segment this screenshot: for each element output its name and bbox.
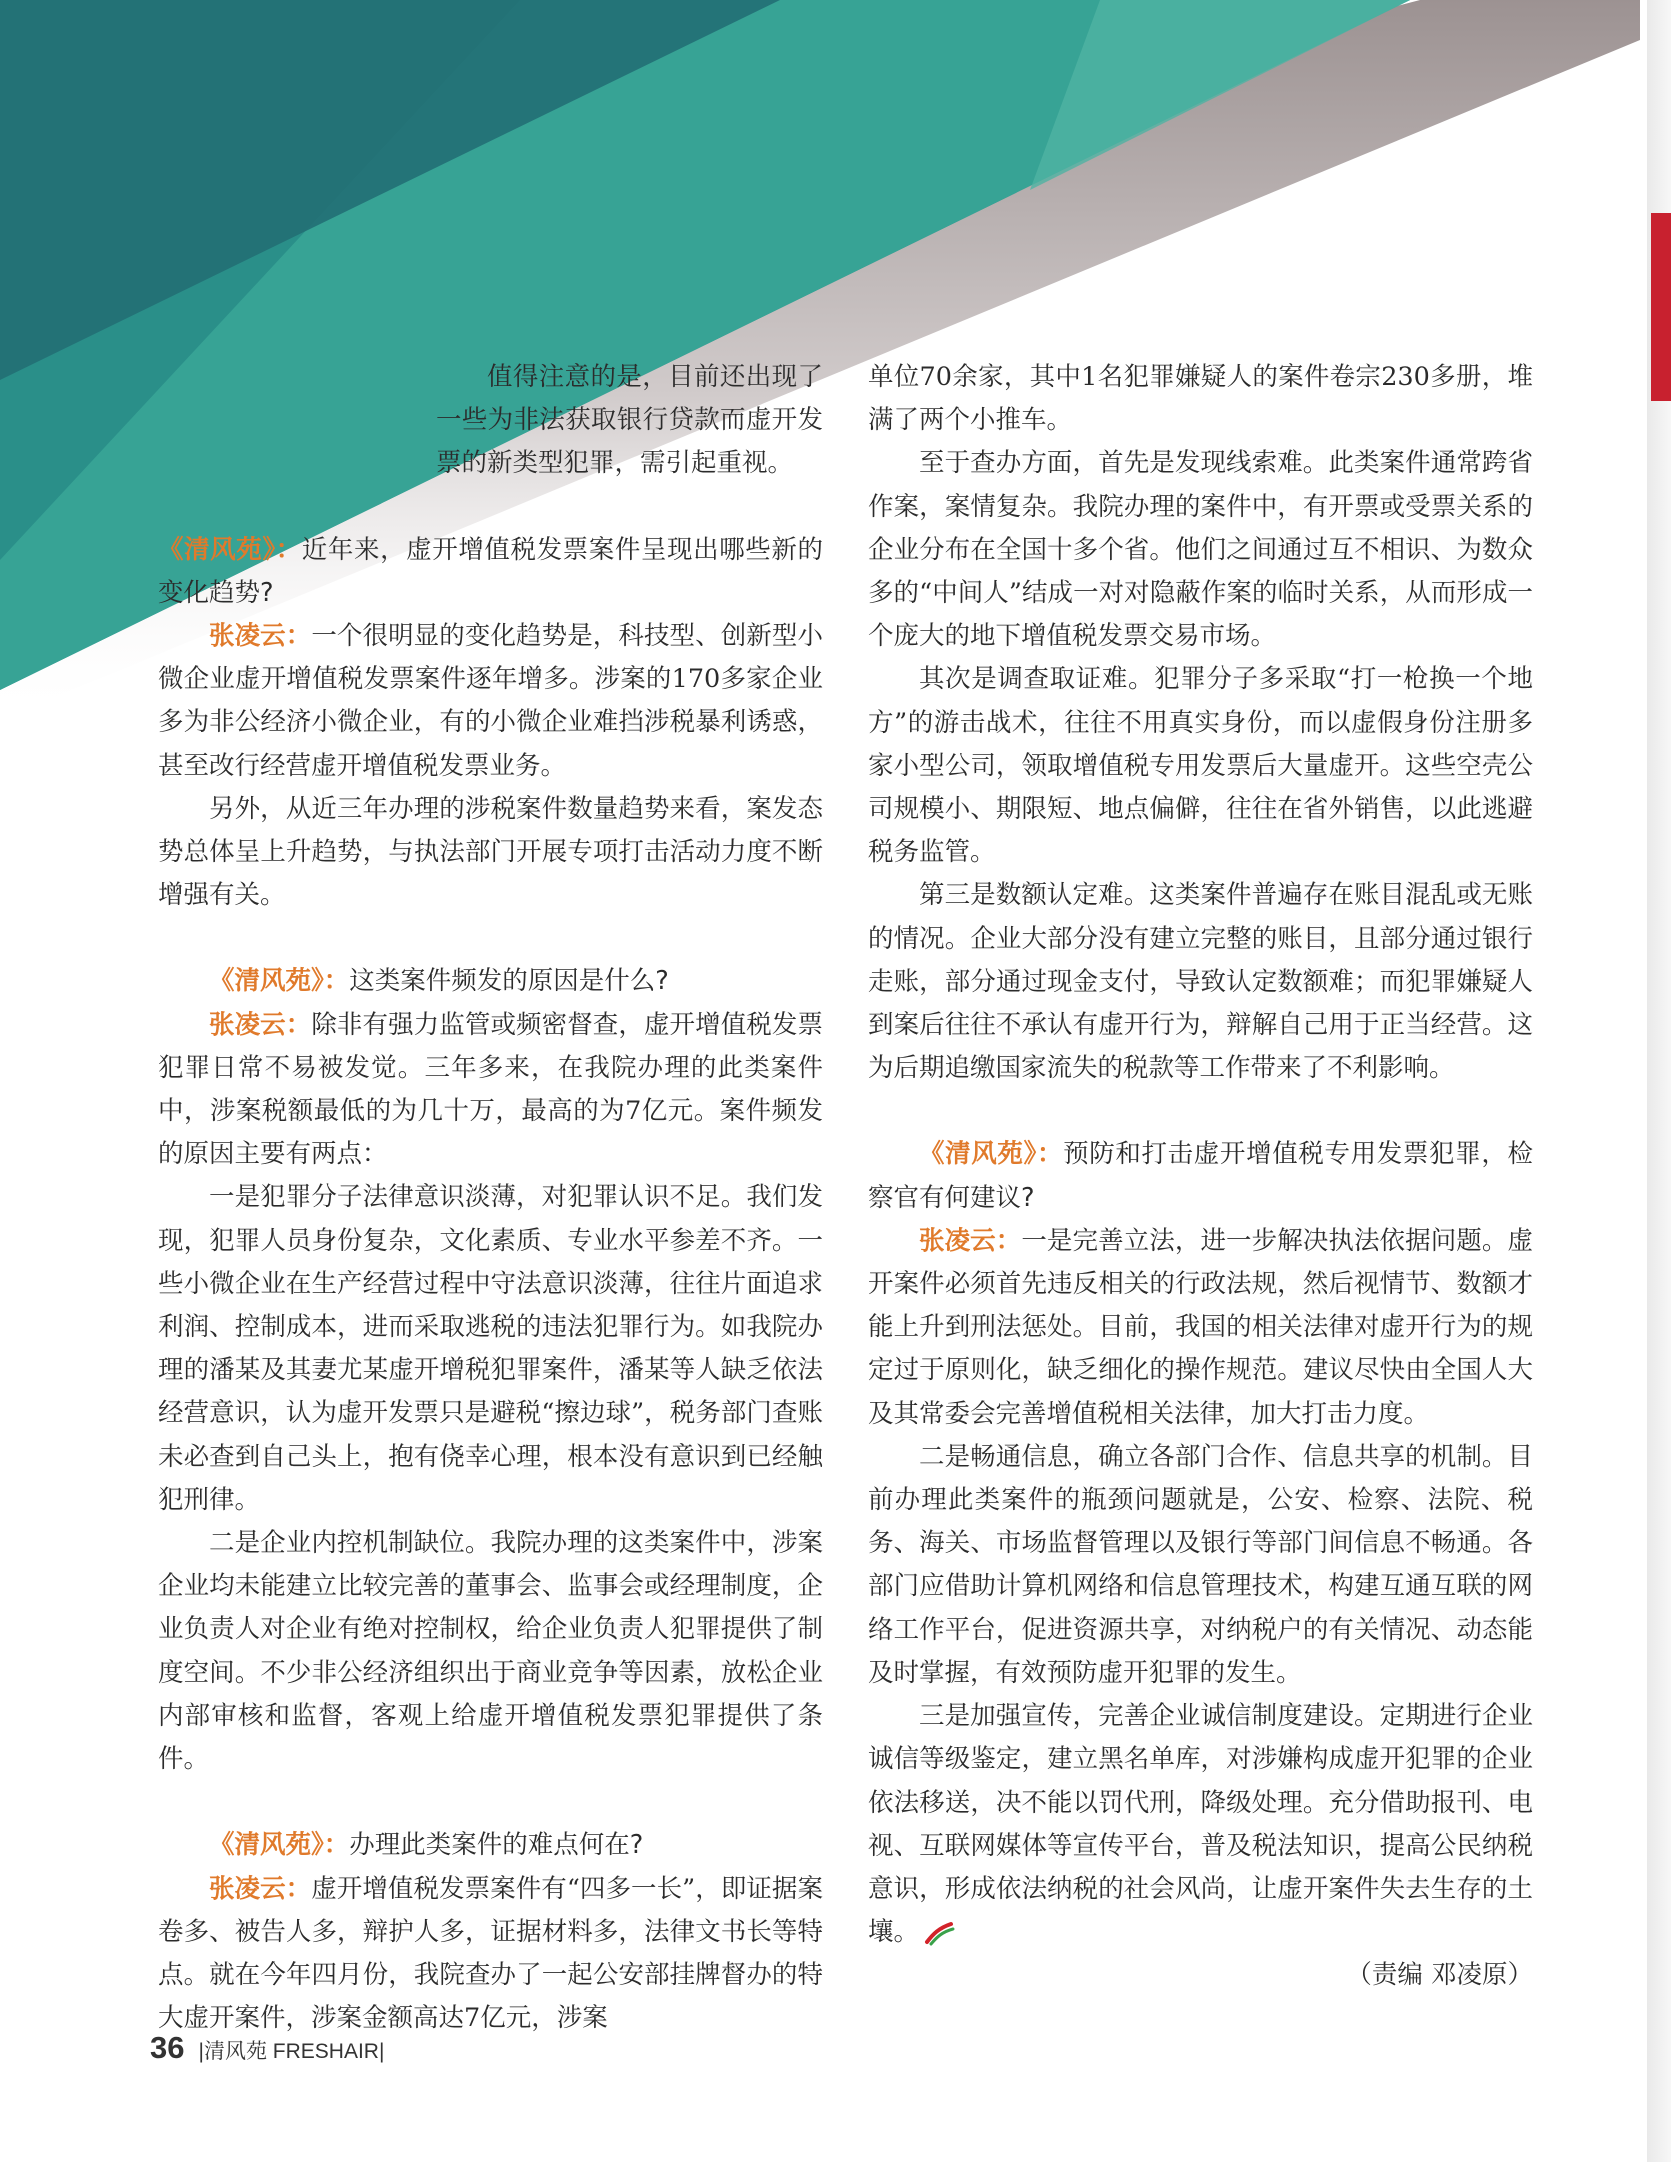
paragraph: 第三是数额认定难。这类案件普遍存在账目混乱或无账的情况。企业大部分没有建立完整的账目，且部分通过银行走账，部分通过现金支付，导致认定数额难；而犯罪嫌疑人到案后往往不承认有虚开行为，辩解自己用于正当经营。这为后期追缴国家流失的税款等工作带来了不利影响。 xyxy=(868,880,1533,1084)
answer-text: 除非有强力监管或频密督查，虚开增值税发票犯罪日常不易被发觉。三年多来，在我院办理的此类案件中，涉案税额最低的为几十万，最高的为7亿元。案件频发的原因主要有两点： xyxy=(158,1009,823,1170)
paragraph: 其次是调查取证难。犯罪分子多采取“打一枪换一个地方”的游击战术，往往不用真实身份，而以虚假身份注册多家小型公司，领取增值税专用发票后大量虚开。这些空壳公司规模小、期限短、地点偏僻，往往在省外销售，以此逃避税务监管。 xyxy=(868,664,1533,868)
section-tab xyxy=(1651,213,1671,401)
question-2 xyxy=(158,960,823,1003)
paragraph-text: 三是加强宣传，完善企业诚信制度建设。定期进行企业诚信等级鉴定，建立黑名单库，对涉嫌构成虚开犯罪的企业依法移送，决不能以罚代刑，降级处理。充分借助报刊、电视、互联网媒体等宣传平台，普及税法知识，提高公民纳税意识，形成依法纳税的社会风尚，让虚开案件失去生存的土壤。 xyxy=(868,1701,1533,1948)
interviewee-label: 张凌云： xyxy=(209,1873,312,1904)
end-mark-icon xyxy=(923,1920,955,1946)
intro-callout xyxy=(158,356,823,486)
magazine-name: |清风苑 FRESHAIR| xyxy=(198,2040,385,2063)
answer-text: 一是完善立法，进一步解决执法依据问题。虚开案件必须首先违反相关的行政法规，然后视情节、数额才能上升到刑法惩处。目前，我国的相关法律对虚开行为的规定过于原则化，缺乏细化的操作规范。建议尽快由全国人大及其常委会完善增值税相关法律，加大打击力度。 xyxy=(868,1225,1533,1429)
paragraph xyxy=(868,1695,1533,1954)
question-4 xyxy=(868,1133,1533,1219)
footer xyxy=(150,2030,384,2066)
intro-text: 值得注意的是，目前还出现了一些为非法获取银行贷款而虚开发票的新类型犯罪，需引起重视。 xyxy=(436,362,823,479)
paragraph: 一是犯罪分子法律意识淡薄，对犯罪认识不足。我们发现，犯罪人员身份复杂，文化素质、专业水平参差不齐。一些小微企业在生产经营过程中守法意识淡薄，往往片面追求利润、控制成本，进而采取逃税的违法犯罪行为。如我院办理的潘某及其妻尤某虚开增税犯罪案件，潘某等人缺乏依法经营意识，认为虚开发票只是避税“擦边球”，税务部门查账未必查到自己头上，抱有侥幸心理，根本没有意识到已经触犯刑律。 xyxy=(158,1182,823,1515)
question-3 xyxy=(158,1824,823,1867)
question-text: 预防和打击虚开增值税专用发票犯罪，检察官有何建议? xyxy=(868,1139,1533,1213)
interviewee-label: 张凌云： xyxy=(919,1225,1022,1256)
answer-4 xyxy=(868,1220,1533,1436)
paragraph: 二是企业内控机制缺位。我院办理的这类案件中，涉案企业均未能建立比较完善的董事会、监事会或经理制度，企业负责人对企业有绝对控制权，给企业负责人犯罪提供了制度空间。不少非公经济组织出于商业竞争等因素，放松企业内部审核和监督，客观上给虚开增值税发票犯罪提供了条件。 xyxy=(158,1528,823,1775)
answer-1 xyxy=(158,615,823,788)
interviewer-label: 《清风苑》： xyxy=(209,1830,350,1861)
left-column xyxy=(158,356,823,2040)
interviewee-label: 张凌云： xyxy=(209,1009,312,1040)
interviewee-label: 张凌云： xyxy=(209,621,312,652)
editor-credit: （责编 邓凌原） xyxy=(1346,1960,1533,1991)
answer-3 xyxy=(158,1868,823,2041)
question-text: 近年来，虚开增值税发票案件呈现出哪些新的变化趋势? xyxy=(158,534,823,608)
answer-2 xyxy=(158,1004,823,1177)
question-1 xyxy=(158,529,823,615)
interviewer-label: 《清风苑》： xyxy=(158,534,302,565)
question-text: 这类案件频发的原因是什么? xyxy=(349,966,669,997)
page-number: 36 xyxy=(150,2030,185,2065)
paragraph: 至于查办方面，首先是发现线索难。此类案件通常跨省作案，案情复杂。我院办理的案件中，有开票或受票关系的企业分布在全国十多个省。他们之间通过互不相识、为数众多的“中间人”结成一对对隐蔽作案的临时关系，从而形成一个庞大的地下增值税发票交易市场。 xyxy=(868,448,1533,652)
paragraph: 二是畅通信息，确立各部门合作、信息共享的机制。目前办理此类案件的瓶颈问题就是，公安、检察、法院、税务、海关、市场监督管理以及银行等部门间信息不畅通。各部门应借助计算机网络和信息管理技术，构建互通互联的网络工作平台，促进资源共享，对纳税户的有关情况、动态能及时掌握，有效预防虚开犯罪的发生。 xyxy=(868,1441,1533,1688)
answer-text: 一个很明显的变化趋势是，科技型、创新型小微企业虚开增值税发票案件逐年增多。涉案的170多家企业多为非公经济小微企业，有的小微企业难挡涉税暴利诱惑，甚至改行经营虚开增值税发票业务。 xyxy=(158,621,823,781)
right-column xyxy=(868,356,1533,1998)
paragraph: 单位70余家，其中1名犯罪嫌疑人的案件卷宗230多册，堆满了两个小推车。 xyxy=(868,362,1533,436)
interviewer-label: 《清风苑》： xyxy=(919,1139,1064,1170)
paragraph: 另外，从近三年办理的涉税案件数量趋势来看，案发态势总体呈上升趋势，与执法部门开展专项打击活动力度不断增强有关。 xyxy=(158,793,823,911)
answer-text: 虚开增值税发票案件有“四多一长”，即证据案卷多、被告人多，辩护人多，证据材料多，法律文书长等特点。就在今年四月份，我院查办了一起公安部挂牌督办的特大虚开案件，涉案金额高达7亿元，涉案 xyxy=(158,1873,823,2034)
interviewer-label: 《清风苑》： xyxy=(209,966,350,997)
question-text: 办理此类案件的难点何在? xyxy=(349,1830,644,1861)
